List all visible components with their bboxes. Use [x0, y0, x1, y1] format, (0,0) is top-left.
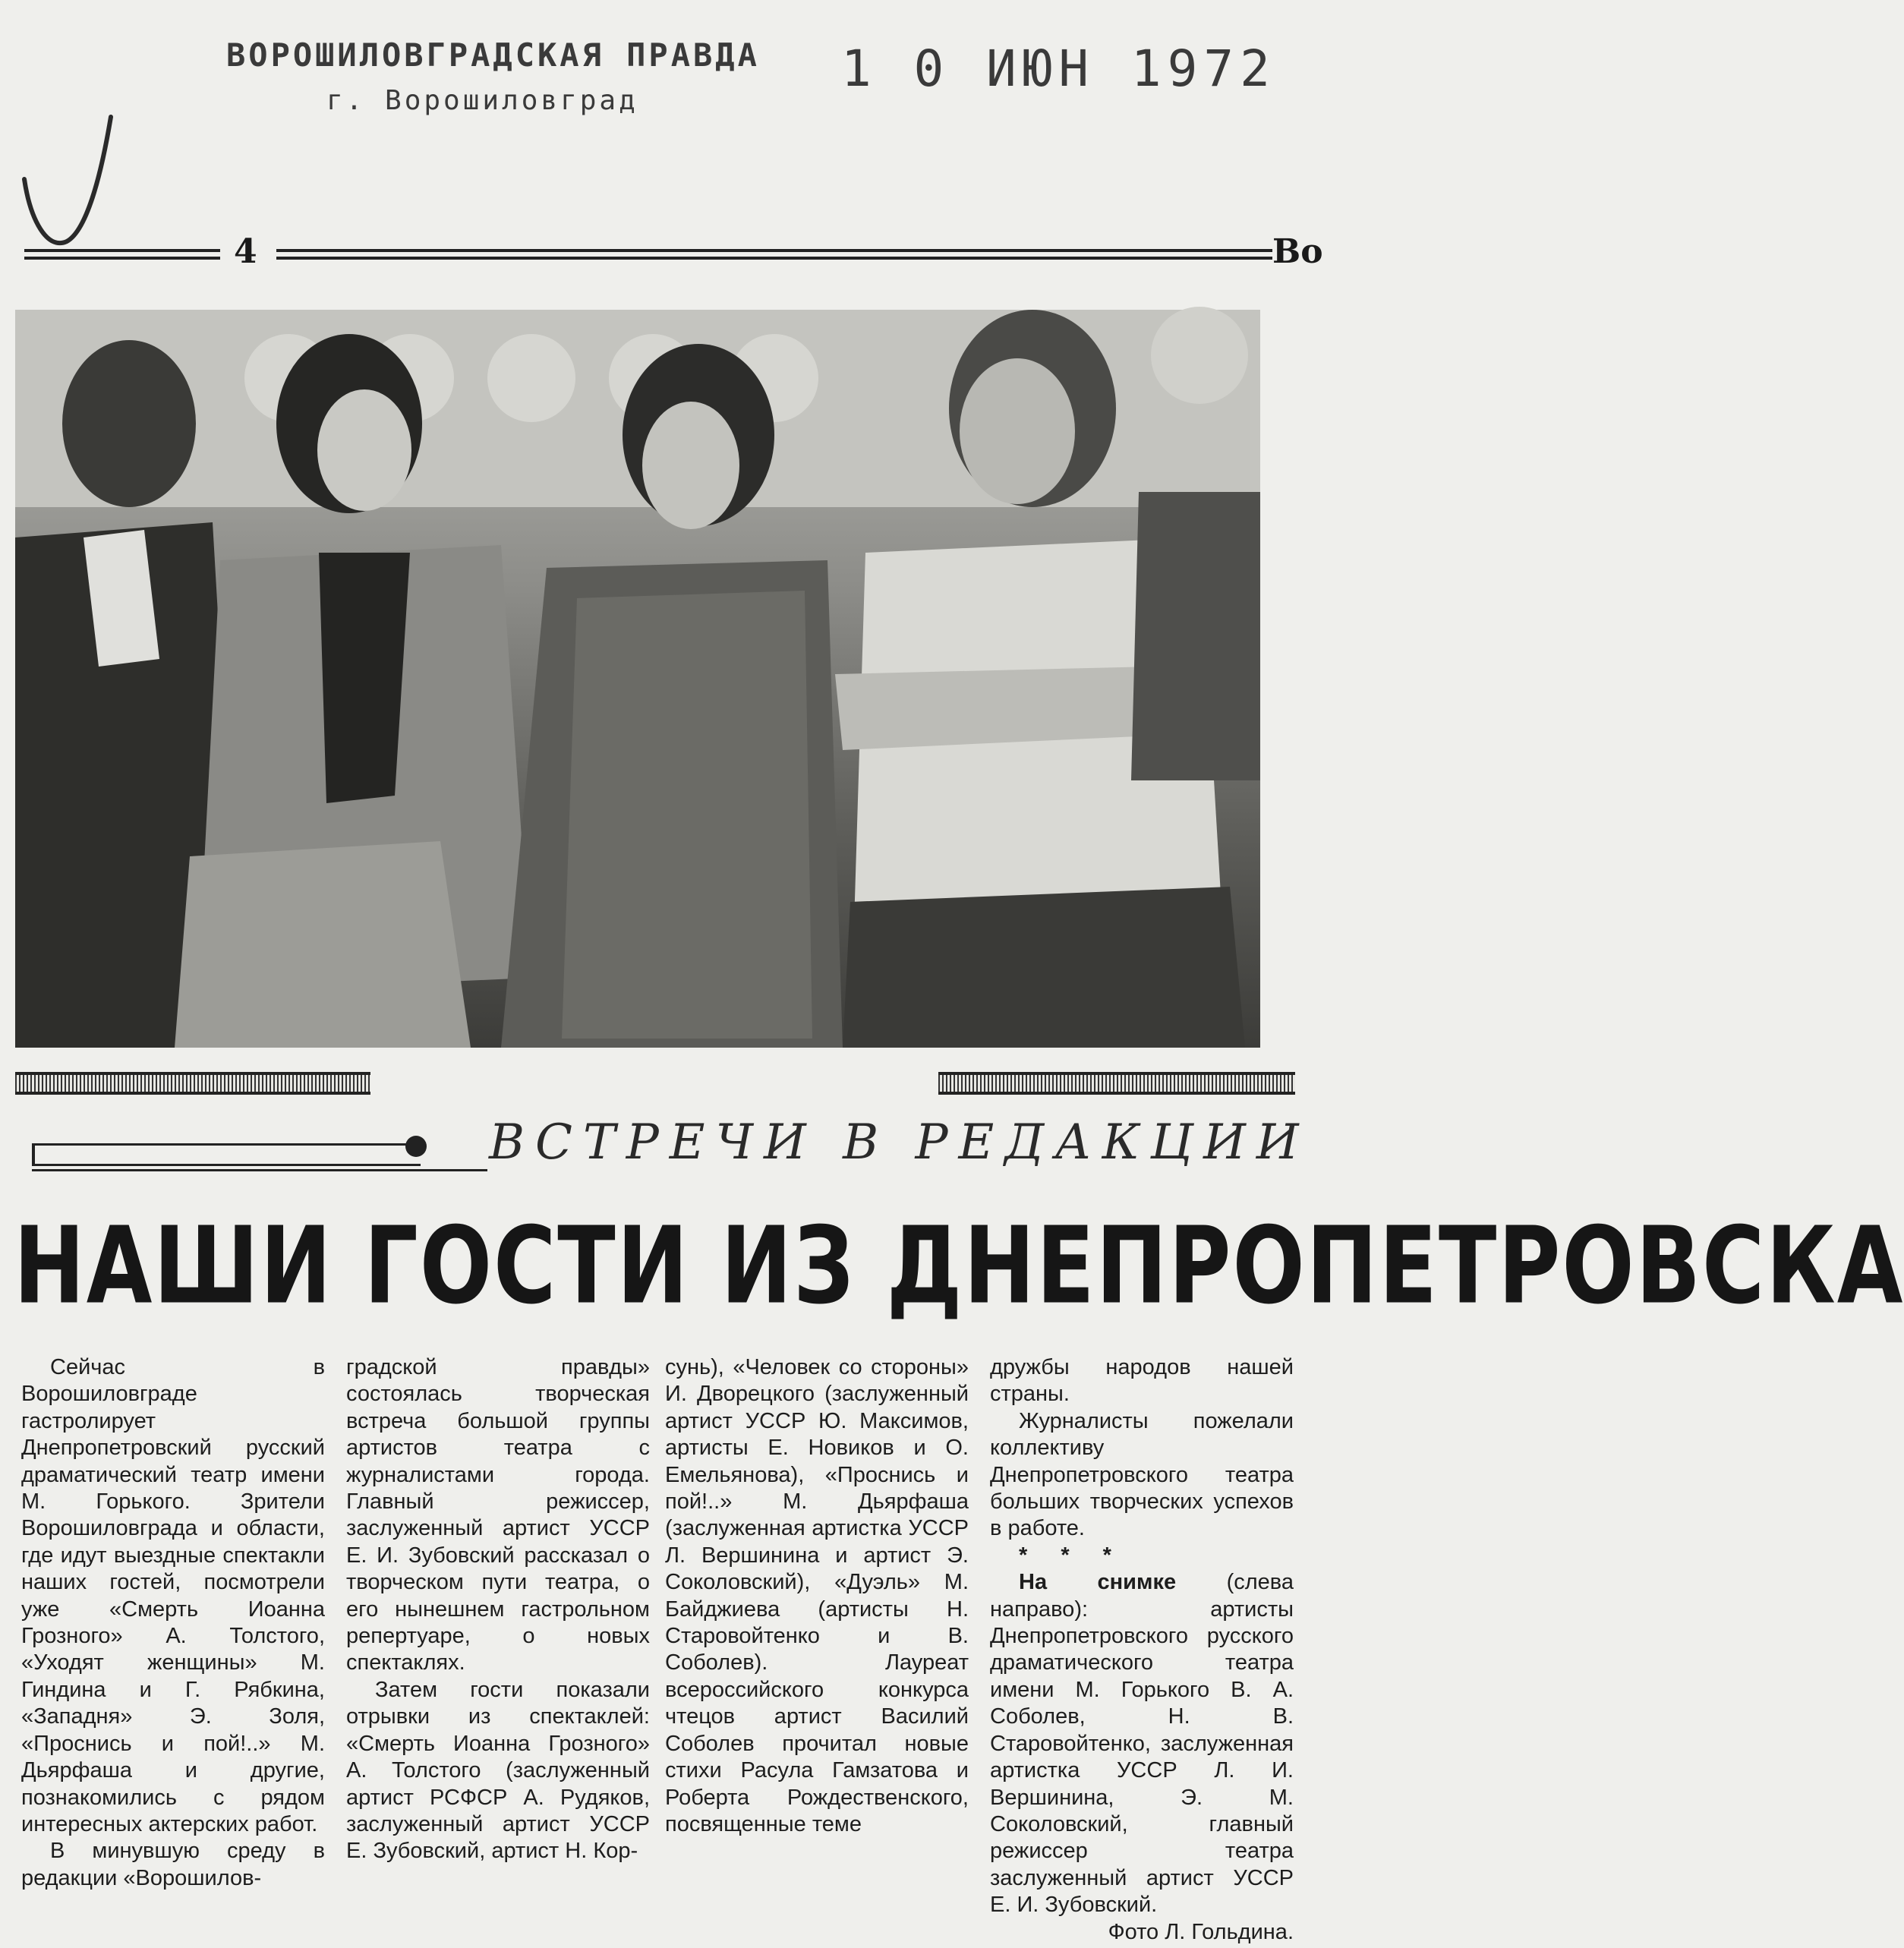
- rubric-dot: [405, 1136, 427, 1157]
- decorative-bar-left: [15, 1072, 370, 1095]
- photo-credit: Фото Л. Гольдина.: [1108, 1919, 1294, 1944]
- adjacent-page-fragment: Во: [1272, 232, 1323, 271]
- article-paragraph: Журналисты пожелали коллективу Днепропетровского театра больших творческих успехов в работе.: [990, 1408, 1294, 1541]
- photo-caption: [990, 1569, 1294, 1918]
- page-header-rule: [21, 232, 1323, 278]
- article-paragraph: сунь), «Человек со стороны» И. Дворецкого (заслуженный артист УССР Ю. Максимов, артисты Е. Новиков и О. Емельянова), «Проснись и пой!..» М. Дьярфаша (заслуженная артистка УССР Л. Вершинина и артист Э. Соколовский), «Дуэль» М. Байджиева (артисты Н. Старовойтенко и В. Соболев). Лауреат всероссийского конкурса чтецов артист Василий Соболев прочитал новые стихи Расула Гамзатова и Роберта Рождественского, посвященные теме: [665, 1355, 969, 1836]
- stamp-date: 1 0 ИЮН 1972: [841, 39, 1276, 98]
- photo-caption-text: (слева направо): артисты Днепропетровского русского драматического театра имени М. Горького В. А. Соболев, Н. В. Старовойтенко, заслуженная артистка УССР Л. И. Вершинина, Э. М. Соколовский, главный режиссер театра заслуженный артист УССР Е. И. Зубовский.: [990, 1570, 1294, 1918]
- rubric-underline: [32, 1169, 487, 1171]
- header-rule-left: [24, 249, 220, 260]
- article-paragraph: градской правды» состоялась творческая встреча большой группы артистов театра с журналистами города. Главный режиссер, заслуженный артист УССР Е. И. Зубовский рассказал о творческом пути театра, о его нынешнем гастрольном репертуаре, о новых спектаклях.: [346, 1355, 650, 1675]
- article-column-2: [346, 1354, 650, 1946]
- section-rubric: ВСТРЕЧИ В РЕДАКЦИИ: [489, 1114, 1310, 1171]
- rubric-rule: [32, 1143, 421, 1166]
- header-rule-right: [276, 249, 1272, 260]
- group-photo: [15, 310, 1260, 1048]
- page-number: 4: [234, 232, 257, 271]
- stamp-newspaper-name: ВОРОШИЛОВГРАДСКАЯ ПРАВДА: [226, 36, 760, 74]
- article-column-1: [21, 1354, 325, 1946]
- photo-caption-lead: На снимке: [1019, 1570, 1177, 1595]
- decorative-bar-right: [938, 1072, 1295, 1095]
- article-paragraph: дружбы народов нашей страны.: [990, 1355, 1294, 1407]
- article-paragraph: Сейчас в Ворошиловграде гастролирует Днепропетровский русский драматический театр имени М. Горького. Зрители Ворошиловграда и области, где идут выездные спектакли наших гостей, посмотрели уже «Смерть Иоанна Грозного» А. Толстого, «Уходят женщины» М. Гиндина и Г. Рябкина, «Западня» Э. Золя, «Проснись и пой!..» М. Дьярфаша и другие, познакомились с рядом интересных актерских работ.: [21, 1355, 325, 1836]
- stamp-city: г. Ворошиловград: [326, 85, 638, 116]
- article-column-3: [665, 1354, 969, 1946]
- article-column-4: [990, 1354, 1294, 1946]
- section-divider-stars: * * *: [1019, 1543, 1125, 1568]
- photo-figures: [15, 310, 1260, 1048]
- article-headline: НАШИ ГОСТИ ИЗ ДНЕПРОПЕТРОВСКА: [14, 1204, 1904, 1329]
- article-paragraph: В минувшую среду в редакции «Ворошилов-: [21, 1839, 325, 1890]
- article-paragraph: Затем гости показали отрывки из спектаклей: «Смерть Иоанна Грозного» А. Толстого (заслуженный артист РСФСР А. Рудяков, заслуженный артист УССР Е. Зубовский, артист Н. Кор-: [346, 1677, 650, 1864]
